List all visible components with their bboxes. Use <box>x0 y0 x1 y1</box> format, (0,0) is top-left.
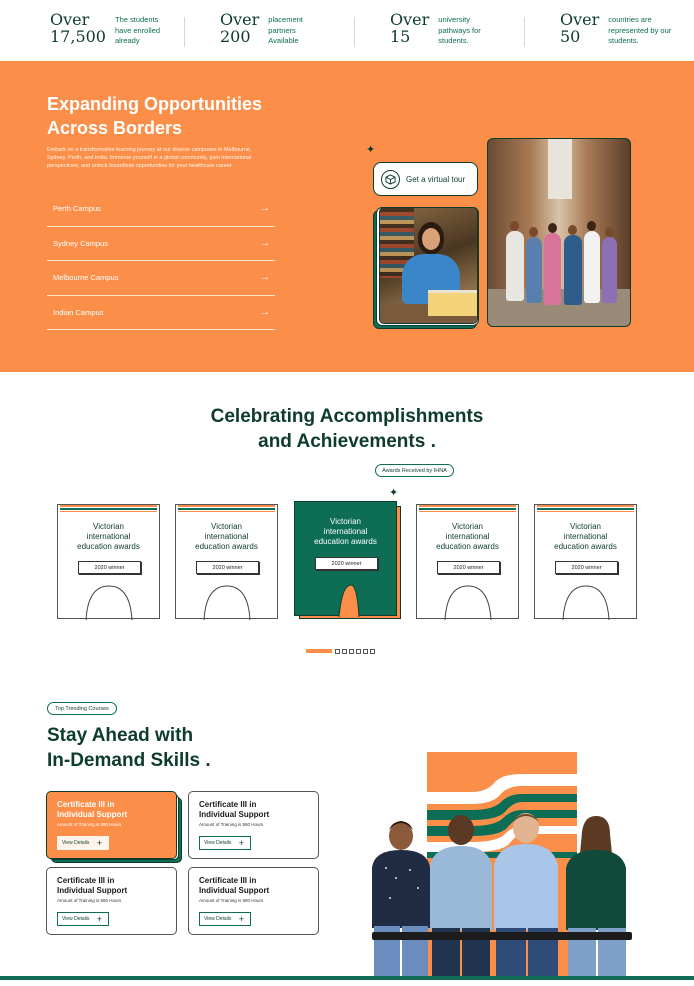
course-title: Certificate III in Individual Support <box>199 876 270 895</box>
plus-icon: + <box>96 838 102 848</box>
course-card[interactable] <box>46 867 177 935</box>
achievements-title: Celebrating Accomplishments and Achievements . <box>210 406 484 452</box>
course-subtitle: Amount of Training is 580 Hours <box>199 822 264 827</box>
virtual-tour-label: Get a virtual tour <box>406 174 466 184</box>
campus-link-perth[interactable] <box>47 192 275 227</box>
award-card[interactable] <box>57 504 160 619</box>
course-title: Certificate III in Individual Support <box>57 800 128 819</box>
sparkle-icon: ✦ <box>389 487 399 499</box>
stat-partners <box>184 0 354 61</box>
carousel-dot[interactable] <box>363 649 368 654</box>
award-badge: 2020 winner <box>437 561 500 574</box>
award-card[interactable] <box>175 504 278 619</box>
award-ribbon-shape <box>535 580 638 620</box>
footer-spacer <box>0 980 694 986</box>
course-subtitle: Amount of Training is 580 Hours <box>57 822 122 827</box>
campus-link-melbourne[interactable] <box>47 261 275 296</box>
students-walking-photo <box>487 138 631 327</box>
stat-countries <box>524 0 694 61</box>
team-photo <box>360 808 645 976</box>
stat-pathways <box>354 0 524 61</box>
course-subtitle: Amount of Training is 580 Hours <box>57 898 122 903</box>
award-badge: 2020 winner <box>555 561 618 574</box>
virtual-tour-button[interactable] <box>373 162 478 196</box>
campus-list <box>47 192 275 330</box>
award-ribbon-shape <box>295 577 398 617</box>
hero-description: Embark on a transformative learning journey at our diverse campuses in Melbourne, Sydney, Perth, and India. Immerse yourself in a global community, gain international perspectives, and unlock boundless opportunities for your healthcare career. <box>47 147 252 169</box>
course-card[interactable] <box>188 791 319 859</box>
stat-description: countries are represented by our students. <box>608 15 672 45</box>
carousel-dot[interactable] <box>356 649 361 654</box>
stat-number: Over 15 <box>390 10 430 46</box>
campus-link-india[interactable] <box>47 296 275 331</box>
campuses-hero <box>0 61 694 372</box>
carousel-dot[interactable] <box>349 649 354 654</box>
courses-title: Stay Ahead with In-Demand Skills . <box>47 725 211 771</box>
carousel-dot[interactable] <box>335 649 340 654</box>
award-badge: 2020 winner <box>78 561 141 574</box>
view-details-button[interactable]: View Details + <box>57 836 109 850</box>
stat-number: Over 200 <box>220 10 260 46</box>
course-card[interactable] <box>188 867 319 935</box>
plus-icon: + <box>238 838 244 848</box>
hero-title: Expanding Opportunities Across Borders <box>47 94 262 138</box>
award-badge: 2020 winner <box>196 561 259 574</box>
carousel-dot-active[interactable] <box>306 649 332 653</box>
award-title: Victorian international education awards <box>77 522 140 551</box>
stat-description: placement partners Available <box>268 15 303 45</box>
cube-icon <box>381 170 400 189</box>
campus-label: Indian Campus <box>53 307 104 317</box>
stat-description: university pathways for students. <box>438 15 481 45</box>
carousel-dot[interactable] <box>370 649 375 654</box>
awards-pill: Awards Received by IHNA <box>375 464 454 477</box>
award-title: Victorian international education awards <box>195 522 258 551</box>
award-card-active[interactable] <box>294 501 397 616</box>
course-title: Certificate III in Individual Support <box>57 876 128 895</box>
arrow-right-icon: → <box>260 203 270 215</box>
campus-link-sydney[interactable] <box>47 227 275 262</box>
carousel-dot[interactable] <box>342 649 347 654</box>
carousel-dots <box>306 648 377 654</box>
arrow-right-icon: → <box>260 306 270 318</box>
award-badge: 2020 winner <box>315 557 378 570</box>
course-subtitle: Amount of Training is 580 Hours <box>199 898 264 903</box>
award-card[interactable] <box>534 504 637 619</box>
trending-courses-pill: Top Trending Courses <box>47 702 117 715</box>
course-card-active[interactable] <box>46 791 177 859</box>
award-ribbon-shape <box>417 580 520 620</box>
campus-label: Melbourne Campus <box>53 273 119 283</box>
plus-icon: + <box>96 914 102 924</box>
award-ribbon-shape <box>58 580 161 620</box>
sparkle-icon: ✦ <box>366 144 376 156</box>
campus-label: Perth Campus <box>53 204 101 214</box>
view-details-button[interactable]: View Details + <box>199 912 251 926</box>
stat-description: The students have enrolled already <box>114 15 161 45</box>
award-title: Victorian international education awards <box>436 522 499 551</box>
view-details-button[interactable]: View Details + <box>57 912 109 926</box>
award-ribbon-shape <box>176 580 279 620</box>
stats-bar <box>0 0 694 61</box>
stat-number: Over 17,500 <box>50 10 106 46</box>
course-title: Certificate III in Individual Support <box>199 800 270 819</box>
award-title: Victorian international education awards <box>314 517 377 546</box>
stat-students <box>0 0 184 61</box>
view-details-button[interactable]: View Details + <box>199 836 251 850</box>
award-card[interactable] <box>416 504 519 619</box>
award-title: Victorian international education awards <box>554 522 617 551</box>
campus-label: Sydney Campus <box>53 238 109 248</box>
student-studying-photo <box>379 207 478 324</box>
plus-icon: + <box>238 914 244 924</box>
bench <box>372 932 632 940</box>
arrow-right-icon: → <box>260 272 270 284</box>
arrow-right-icon: → <box>260 237 270 249</box>
stat-number: Over 50 <box>560 10 600 46</box>
